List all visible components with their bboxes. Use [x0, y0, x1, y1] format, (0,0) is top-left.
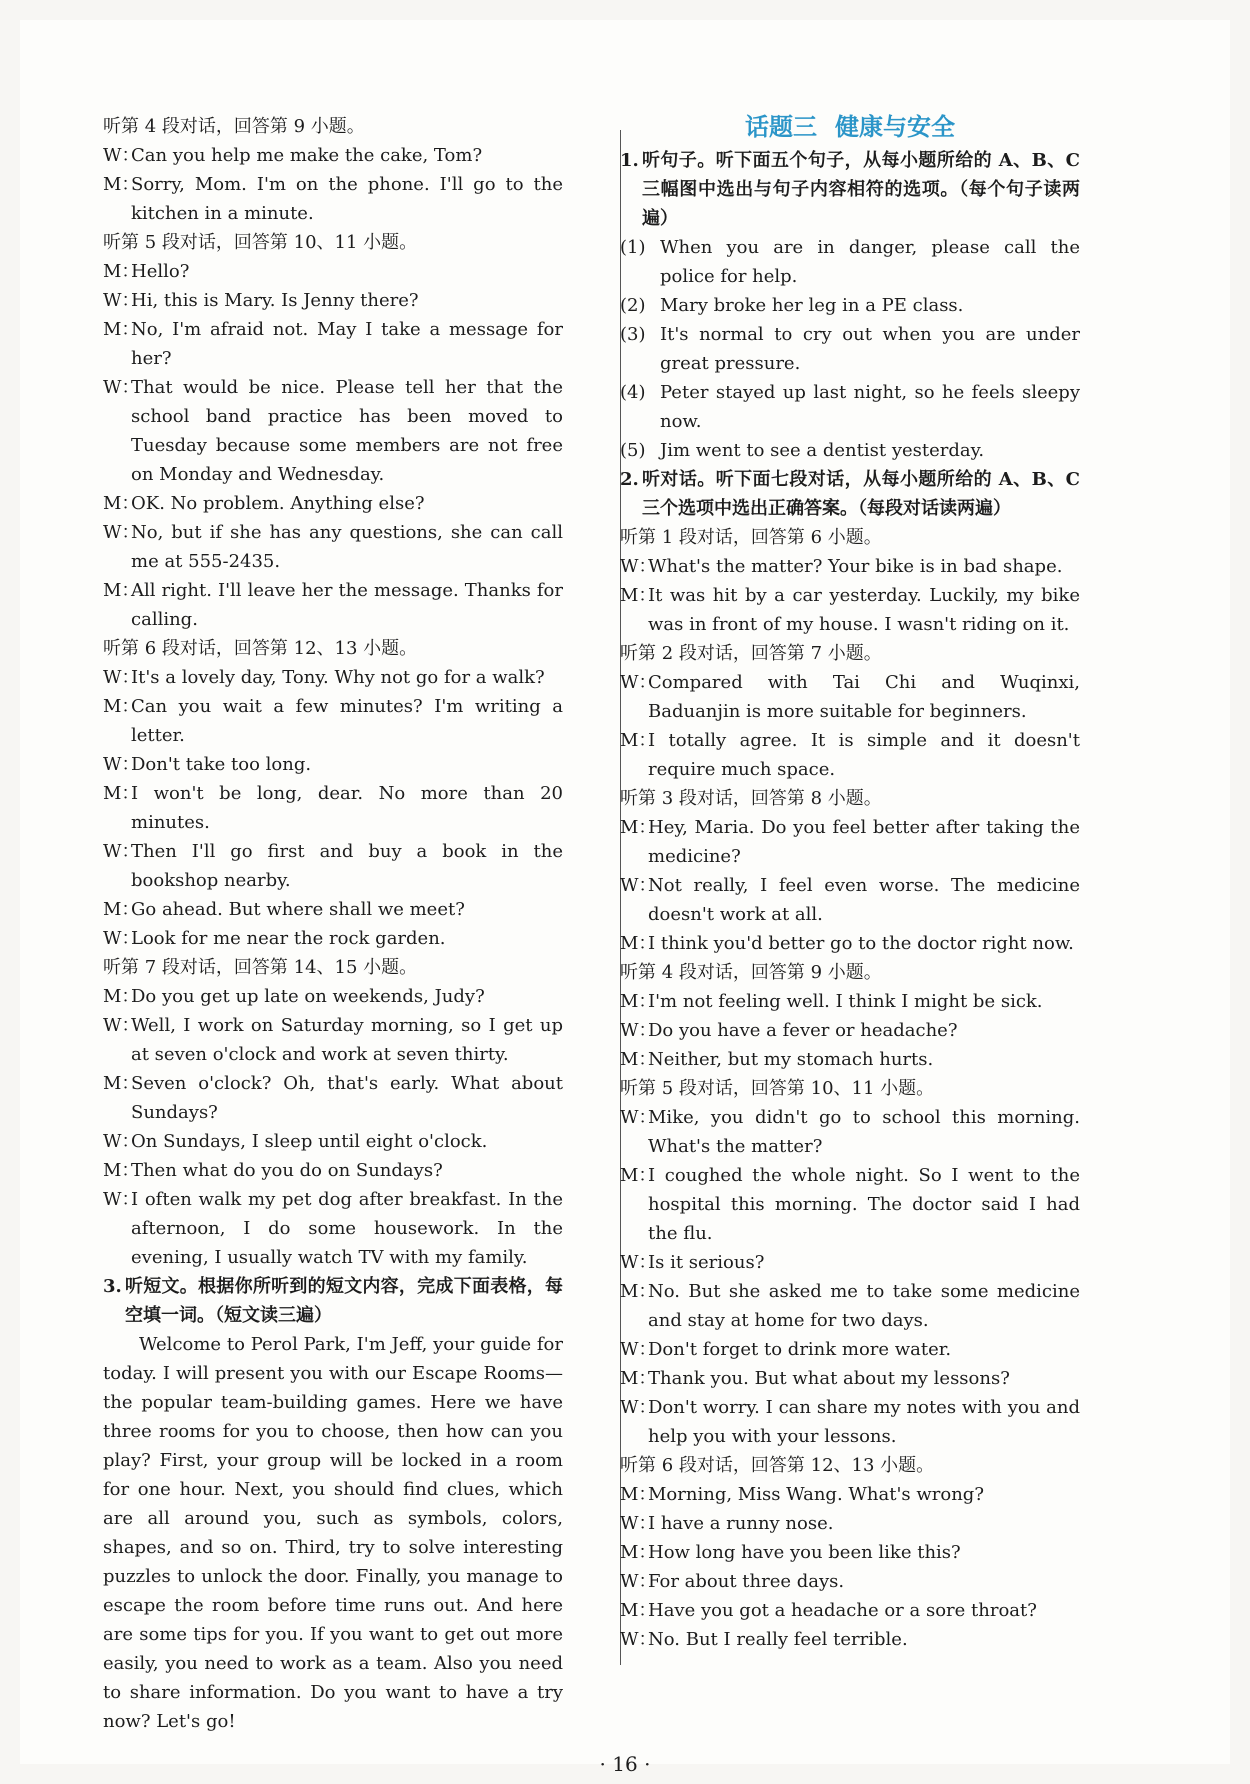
- dialogue-text: Don't worry. I can share my notes with you and help you with your lessons.: [648, 1397, 1080, 1447]
- dialogue-line: [620, 1480, 1080, 1509]
- speaker-label: W：: [103, 290, 140, 311]
- speaker-label: W：: [103, 667, 140, 688]
- dialogue-text: How long have you been like this?: [648, 1542, 961, 1563]
- dialogue-text: I think you'd better go to the doctor right now.: [648, 933, 1074, 954]
- dialogue-heading: 听第 2 段对话，回答第 7 小题。: [620, 643, 882, 664]
- speaker-label: M：: [620, 1542, 657, 1563]
- dialogue-text: OK. No problem. Anything else?: [131, 493, 425, 514]
- dialogue-text: Sorry, Mom. I'm on the phone. I'll go to the kitchen in a minute.: [131, 174, 563, 224]
- dialogue-text: Well, I work on Saturday morning, so I get up at seven o'clock and work at seven thirty.: [131, 1015, 563, 1065]
- dialogue-line: [103, 692, 563, 750]
- dialogue-line: [620, 1161, 1080, 1248]
- speaker-label: W：: [103, 145, 140, 166]
- dialogue-text: Hey, Maria. Do you feel better after taking the medicine?: [648, 817, 1080, 867]
- dialogue-line: [103, 779, 563, 837]
- dialogue-text: Morning, Miss Wang. What's wrong?: [648, 1484, 984, 1505]
- speaker-label: M：: [103, 899, 140, 920]
- section-number: 2.: [620, 469, 639, 490]
- dialogue-line: [103, 982, 563, 1011]
- dialogue-text: Go ahead. But where shall we meet?: [131, 899, 465, 920]
- dialogue-text: No. But she asked me to take some medicine and stay at home for two days.: [648, 1281, 1080, 1331]
- dialogue-text: Look for me near the rock garden.: [131, 928, 446, 949]
- speaker-label: M：: [620, 933, 657, 954]
- speaker-label: M：: [103, 1073, 140, 1094]
- topic-name: 健康与安全: [835, 113, 955, 141]
- dialogue-line: [620, 1393, 1080, 1451]
- instruction-text: 听短文。根据你所听到的短文内容，完成下面表格，每空填一词。（短文读三遍）: [125, 1276, 563, 1326]
- dialogue-text: Not really, I feel even worse. The medicine doesn't work at all.: [648, 875, 1080, 925]
- item-number: (2): [620, 295, 646, 316]
- speaker-label: W：: [620, 1020, 657, 1041]
- dialogue-heading: 听第 5 段对话，回答第 10、11 小题。: [620, 1078, 935, 1099]
- speaker-label: M：: [103, 261, 140, 282]
- dialogue-text: Hello?: [131, 261, 190, 282]
- speaker-label: M：: [103, 696, 140, 717]
- speaker-label: W：: [103, 1015, 140, 1036]
- speaker-label: W：: [103, 522, 140, 543]
- speaker-label: W：: [103, 1131, 140, 1152]
- speaker-label: M：: [620, 991, 657, 1012]
- dialogue-text: I totally agree. It is simple and it doesn't require much space.: [648, 730, 1080, 780]
- dialogue-line: [103, 373, 563, 489]
- dialogue-line: [620, 1016, 1080, 1045]
- dialogue-line: [620, 1538, 1080, 1567]
- speaker-label: M：: [620, 1484, 657, 1505]
- dialogue-line: [620, 581, 1080, 639]
- speaker-label: W：: [620, 1513, 657, 1534]
- dialogue-line: [103, 141, 563, 170]
- dialogue-text: No, but if she has any questions, she can call me at 555-2435.: [131, 522, 563, 572]
- section-number: 1.: [620, 150, 639, 171]
- dialogue-text: Neither, but my stomach hurts.: [648, 1049, 934, 1070]
- speaker-label: W：: [620, 672, 657, 693]
- dialogue-heading: 听第 7 段对话，回答第 14、15 小题。: [103, 957, 418, 978]
- dialogue-text: Then what do you do on Sundays?: [131, 1160, 443, 1181]
- speaker-label: W：: [103, 754, 140, 775]
- sentence-item: [620, 320, 1080, 378]
- speaker-label: M：: [103, 986, 140, 1007]
- speaker-label: W：: [103, 841, 140, 862]
- dialogue-text: I often walk my pet dog after breakfast. In the afternoon, I do some housework. In the evening, I usually watch TV with my family.: [131, 1189, 563, 1268]
- dialogue-line: [620, 668, 1080, 726]
- dialogue-line: [103, 257, 563, 286]
- dialogue-text: I coughed the whole night. So I went to the hospital this morning. The doctor said I had the flu.: [648, 1165, 1080, 1244]
- speaker-label: W：: [620, 1397, 657, 1418]
- dialogue-heading: 听第 1 段对话，回答第 6 小题。: [620, 527, 882, 548]
- dialogue-line: [620, 813, 1080, 871]
- dialogue-text: Do you have a fever or headache?: [648, 1020, 958, 1041]
- speaker-label: W：: [620, 556, 657, 577]
- dialogue-text: For about three days.: [648, 1571, 845, 1592]
- section-instruction: [103, 1272, 563, 1330]
- dialogue-line: [103, 315, 563, 373]
- dialogue-line: [103, 750, 563, 779]
- topic-label: 话题三: [745, 113, 817, 141]
- dialogue-text: Can you wait a few minutes? I'm writing a letter.: [131, 696, 563, 746]
- dialogue-text: I won't be long, dear. No more than 20 minutes.: [131, 783, 563, 833]
- dialogue-heading: 听第 3 段对话，回答第 8 小题。: [620, 788, 882, 809]
- speaker-label: M：: [620, 1165, 657, 1186]
- speaker-label: M：: [620, 730, 657, 751]
- dialogue-line: [620, 1248, 1080, 1277]
- instruction-text: 听句子。听下面五个句子，从每小题所给的 A、B、C 三幅图中选出与句子内容相符的选项。（每个句子读两遍）: [642, 150, 1080, 229]
- speaker-label: M：: [103, 783, 140, 804]
- dialogue-line: [103, 286, 563, 315]
- dialogue-line: [620, 1567, 1080, 1596]
- speaker-label: W：: [620, 1629, 657, 1650]
- dialogue-line: [620, 1509, 1080, 1538]
- speaker-label: M：: [620, 585, 657, 606]
- dialogue-line: [103, 1156, 563, 1185]
- dialogue-text: It was hit by a car yesterday. Luckily, my bike was in front of my house. I wasn't riding on it.: [648, 585, 1080, 635]
- dialogue-text: Seven o'clock? Oh, that's early. What about Sundays?: [131, 1073, 563, 1123]
- right-column: [620, 112, 1080, 1654]
- dialogue-line: [103, 170, 563, 228]
- dialogue-line: [103, 576, 563, 634]
- speaker-label: M：: [103, 319, 140, 340]
- dialogue-text: Mike, you didn't go to school this morning. What's the matter?: [648, 1107, 1080, 1157]
- dialogue-text: No. But I really feel terrible.: [648, 1629, 908, 1650]
- item-text: Mary broke her leg in a PE class.: [660, 295, 964, 316]
- dialogue-text: That would be nice. Please tell her that the school band practice has been moved to Tuesday because some members are not free on Monday and Wednesday.: [131, 377, 563, 485]
- sentence-item: [620, 436, 1080, 465]
- page-number: · 16 ·: [599, 1752, 651, 1776]
- speaker-label: M：: [103, 493, 140, 514]
- dialogue-line: [620, 871, 1080, 929]
- section-number: 3.: [103, 1276, 122, 1297]
- dialogue-line: [103, 518, 563, 576]
- dialogue-text: Don't forget to drink more water.: [648, 1339, 952, 1360]
- section-instruction: [620, 146, 1080, 233]
- dialogue-text: What's the matter? Your bike is in bad shape.: [648, 556, 1063, 577]
- item-number: (4): [620, 382, 646, 403]
- passage-paragraph: Welcome to Perol Park, I'm Jeff, your guide for today. I will present you with our Escape Rooms—the popular team-building games. Here we have three rooms for you to choose, then how can you play? First, your group will be locked in a room for one hour. Next, you should find clues, which are all around you, such as symbols, colors, shapes, and so on. Third, try to solve interesting puzzles to unlock the door. Finally, you manage to escape the room before time runs out. And here are some tips for you. If you want to get out more easily, you need to work as a team. Also you need to share information. Do you want to have a try now? Let's go!: [103, 1334, 563, 1732]
- section-instruction: [620, 465, 1080, 523]
- speaker-label: M：: [620, 1600, 657, 1621]
- item-text: It's normal to cry out when you are under great pressure.: [660, 324, 1080, 374]
- topic-title: [620, 112, 1080, 142]
- speaker-label: W：: [620, 1107, 657, 1128]
- speaker-label: W：: [103, 928, 140, 949]
- speaker-label: M：: [103, 580, 140, 601]
- speaker-label: W：: [103, 377, 140, 398]
- dialogue-text: Thank you. But what about my lessons?: [648, 1368, 1010, 1389]
- dialogue-text: Have you got a headache or a sore throat?: [648, 1600, 1037, 1621]
- dialogue-text: Hi, this is Mary. Is Jenny there?: [131, 290, 419, 311]
- dialogue-line: [103, 1127, 563, 1156]
- right-column-body: [620, 146, 1080, 1654]
- dialogue-line: [103, 489, 563, 518]
- sentence-item: [620, 378, 1080, 436]
- dialogue-text: No, I'm afraid not. May I take a message for her?: [131, 319, 563, 369]
- dialogue-text: Do you get up late on weekends, Judy?: [131, 986, 485, 1007]
- speaker-label: W：: [103, 1189, 140, 1210]
- speaker-label: M：: [103, 1160, 140, 1181]
- item-number: (3): [620, 324, 646, 345]
- left-column: [103, 112, 563, 1736]
- dialogue-text: Compared with Tai Chi and Wuqinxi, Baduanjin is more suitable for beginners.: [648, 672, 1080, 722]
- dialogue-heading: 听第 4 段对话，回答第 9 小题。: [620, 962, 882, 983]
- item-text: Peter stayed up last night, so he feels sleepy now.: [660, 382, 1080, 432]
- dialogue-text: On Sundays, I sleep until eight o'clock.: [131, 1131, 488, 1152]
- speaker-label: M：: [620, 1049, 657, 1070]
- dialogue-text: Don't take too long.: [131, 754, 312, 775]
- item-text: When you are in danger, please call the police for help.: [660, 237, 1080, 287]
- dialogue-text: I have a runny nose.: [648, 1513, 834, 1534]
- dialogue-heading: 听第 6 段对话，回答第 12、13 小题。: [620, 1455, 935, 1476]
- dialogue-text: Is it serious?: [648, 1252, 765, 1273]
- dialogue-line: [620, 987, 1080, 1016]
- item-number: (1): [620, 237, 646, 258]
- dialogue-text: I'm not feeling well. I think I might be sick.: [648, 991, 1043, 1012]
- sentence-item: [620, 233, 1080, 291]
- dialogue-line: [103, 895, 563, 924]
- dialogue-heading: 听第 5 段对话，回答第 10、11 小题。: [103, 232, 418, 253]
- dialogue-text: Can you help me make the cake, Tom?: [131, 145, 483, 166]
- dialogue-heading: 听第 4 段对话，回答第 9 小题。: [103, 116, 365, 137]
- dialogue-heading: 听第 6 段对话，回答第 12、13 小题。: [103, 638, 418, 659]
- speaker-label: W：: [620, 1339, 657, 1360]
- speaker-label: W：: [620, 875, 657, 896]
- dialogue-line: [620, 726, 1080, 784]
- speaker-label: M：: [103, 174, 140, 195]
- dialogue-line: [620, 1625, 1080, 1654]
- dialogue-text: It's a lovely day, Tony. Why not go for a walk?: [131, 667, 545, 688]
- speaker-label: M：: [620, 1281, 657, 1302]
- speaker-label: M：: [620, 1368, 657, 1389]
- dialogue-line: [103, 1185, 563, 1272]
- sentence-item: [620, 291, 1080, 320]
- dialogue-text: Then I'll go first and buy a book in the bookshop nearby.: [131, 841, 563, 891]
- dialogue-line: [620, 1335, 1080, 1364]
- dialogue-line: [620, 1045, 1080, 1074]
- item-number: (5): [620, 440, 646, 461]
- speaker-label: M：: [620, 817, 657, 838]
- dialogue-line: [103, 1069, 563, 1127]
- instruction-text: 听对话。听下面七段对话，从每小题所给的 A、B、C 三个选项中选出正确答案。（每段对话读两遍）: [642, 469, 1080, 519]
- speaker-label: W：: [620, 1571, 657, 1592]
- dialogue-line: [103, 1011, 563, 1069]
- dialogue-line: [103, 924, 563, 953]
- dialogue-line: [620, 552, 1080, 581]
- item-text: Jim went to see a dentist yesterday.: [660, 440, 985, 461]
- dialogue-line: [620, 1103, 1080, 1161]
- dialogue-line: [620, 1277, 1080, 1335]
- speaker-label: W：: [620, 1252, 657, 1273]
- dialogue-line: [620, 929, 1080, 958]
- dialogue-line: [620, 1364, 1080, 1393]
- dialogue-text: All right. I'll leave her the message. Thanks for calling.: [131, 580, 563, 630]
- dialogue-line: [103, 663, 563, 692]
- dialogue-line: [620, 1596, 1080, 1625]
- dialogue-line: [103, 837, 563, 895]
